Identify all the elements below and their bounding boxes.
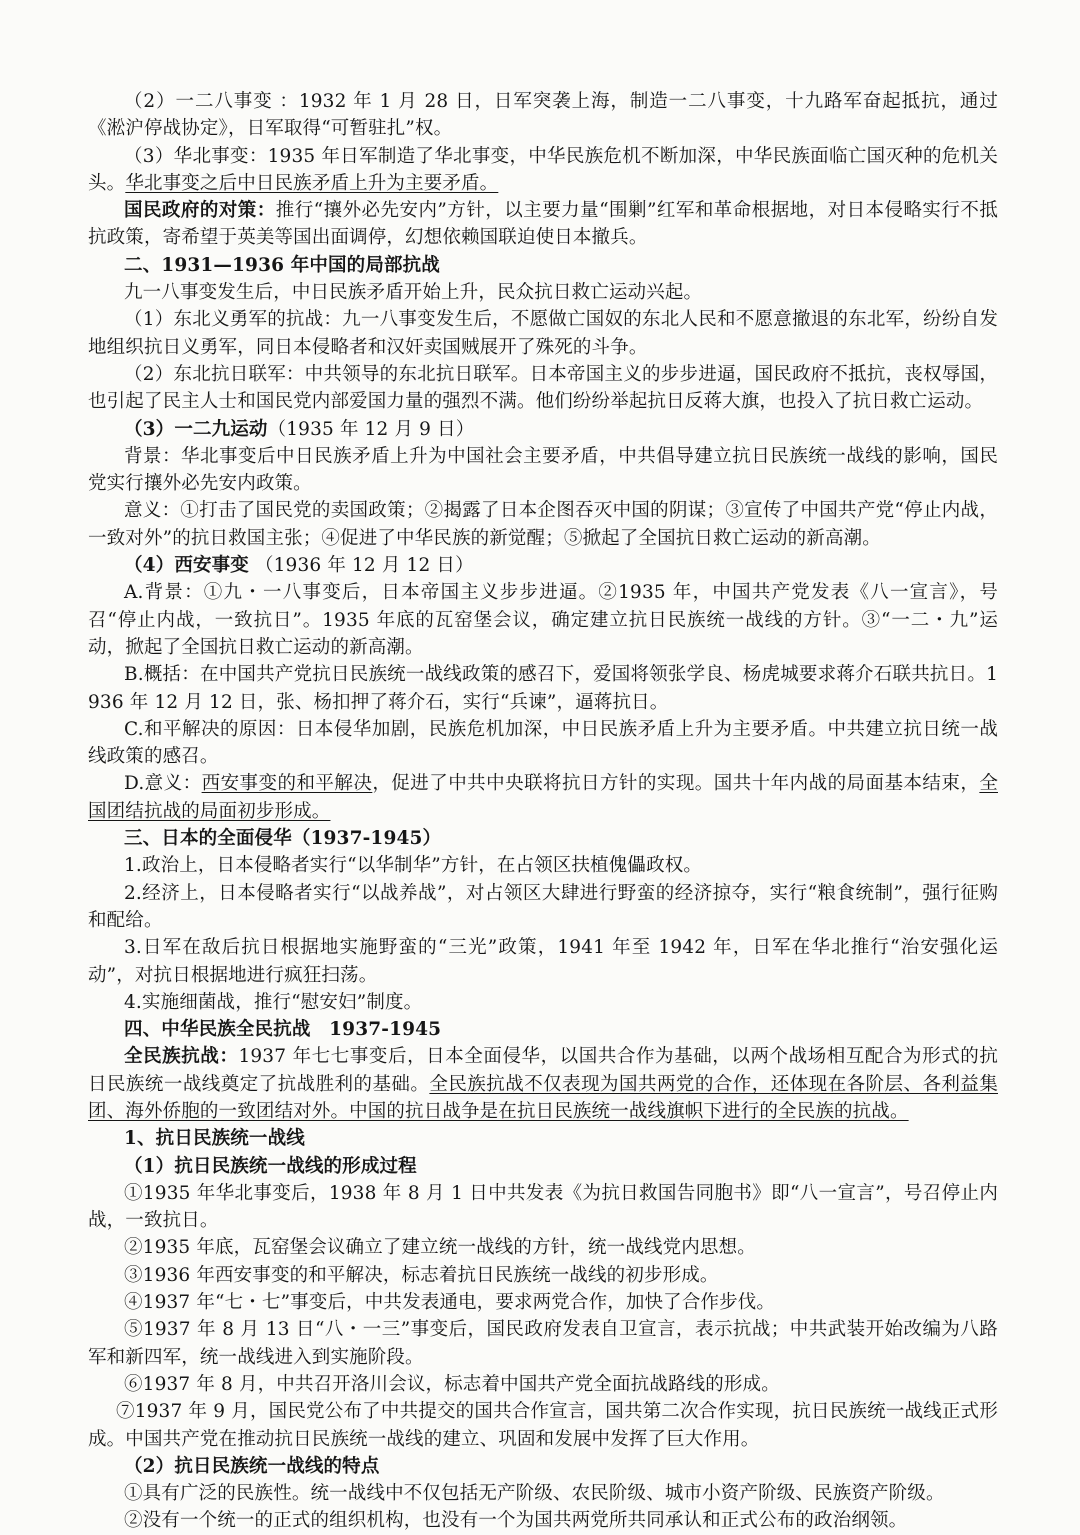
formation-item-5: ⑤1937 年 8 月 13 日“八・一三”事变后，国民政府发表自卫宣言，表示抗战；中共武装开始改编为八路军和新四军，统一战线进入到实施阶段。	[88, 1319, 998, 1368]
section-heading-2: 二、1931—1936 年中国的局部抗战	[124, 254, 440, 276]
document-body	[88, 88, 998, 1535]
paragraph-significance: 意义：①打击了国民党的卖国政策；②揭露了日本企图吞灭中国的阴谋；③宣传了中国共产党“停止内战，一致对外”的抗日救国主张；④促进了中华民族的新觉醒；⑤掀起了全国抗日救亡运动的新高潮。	[88, 500, 998, 549]
paragraph-xian-a: A.背景：①九・一八事变后，日本帝国主义步步进逼。②1935 年，中国共产党发表《八一宣言》，号召“停止内战，一致抗日”。1935 年底的瓦窑堡会议，确定建立抗日民族统一战线的方针。③“一二・九”运动，掀起了全国抗日救亡运动的新高潮。	[88, 582, 998, 658]
feature-item-2: ②没有一个统一的正式的组织机构，也没有一个为国共两党所共同承认和正式公布的政治纲领。	[124, 1510, 908, 1532]
underlined-note: 华北事变之后中日民族矛盾上升为主要矛盾。	[125, 172, 499, 194]
formation-item-2: ②1935 年底，瓦窑堡会议确立了建立统一战线的方针，统一战线党内思想。	[124, 1237, 756, 1259]
paragraph-item-4: 4.实施细菌战，推行“慰安妇”制度。	[124, 991, 423, 1013]
formation-item-7: ⑦1937 年 9 月，国民党公布了中共提交的国共合作宣言，国共第二次合作实现，抗日民族统一战线正式形成。中国共产党在推动抗日民族统一战线的建立、巩固和发展中发挥了巨大作用。	[88, 1401, 998, 1450]
paragraph-item-3: 3.日军在敌后抗日根据地实施野蛮的“三光”政策，1941 年至 1942 年，日军在华北推行“治安强化运动”，对抗日根据地进行疯狂扫荡。	[88, 937, 998, 986]
subheading-features: （2）抗日民族统一战线的特点	[124, 1455, 380, 1477]
paragraph-nationwide-war: 全民族抗战：1937 年七七事变后，日本全面侵华，以国共合作为基础，以两个战场相互配合为形式的抗日民族统一战线奠定了抗战胜利的基础。全民族抗战不仅表现为国共两党的合作，还体现在各阶层、各利益集团、海外侨胞的一致团结对外。中国的抗日战争是在抗日民族统一战线旗帜下进行的全民族的抗战。	[88, 1046, 999, 1122]
paragraph-volunteer-army: （1）东北义勇军的抗战：九一八事变发生后，不愿做亡国奴的东北人民和不愿意撤退的东北军，纷纷自发地组织抗日义勇军，同日本侵略者和汉奸卖国贼展开了殊死的斗争。	[88, 309, 998, 358]
paragraph-xian-b: B.概括：在中国共产党抗日民族统一战线政策的感召下，爱国将领张学良、杨虎城要求蒋介石联共抗日。1936 年 12 月 12 日，张、杨扣押了蒋介石，实行“兵谏”，逼蒋抗日。	[88, 664, 998, 713]
formation-item-4: ④1937 年“七・七”事变后，中共发表通电，要求两党合作，加快了合作步伐。	[124, 1292, 776, 1314]
paragraph-item-1: 1.政治上，日本侵略者实行“以华制华”方针，在占领区扶植傀儡政权。	[124, 855, 703, 877]
paragraph-xian-c: C.和平解决的原因：日本侵华加剧，民族危机加深，中日民族矛盾上升为主要矛盾。中共建立抗日统一战线政策的感召。	[88, 718, 998, 768]
formation-item-6: ⑥1937 年 8 月，中共召开洛川会议，标志着中国共产党全面抗战路线的形成。	[124, 1373, 780, 1395]
section-heading-4: 四、中华民族全民抗战 1937-1945	[124, 1019, 442, 1041]
section-heading-3: 三、日本的全面侵华（1937-1945）	[124, 828, 442, 850]
paragraph-background: 背景：华北事变后中日民族矛盾上升为中国社会主要矛盾，中共倡导建立抗日民族统一战线的影响，国民党实行攘外必先安内政策。	[88, 445, 998, 495]
formation-item-3: ③1936 年西安事变的和平解决，标志着抗日民族统一战线的初步形成。	[124, 1264, 719, 1286]
paragraph-128-incident: （2）一二八事变 ：1932 年 1 月 28 日，日军突袭上海，制造一二八事变，十九路军奋起抵抗，通过《淞沪停战协定》，日军取得“可暂驻扎”权。	[88, 91, 998, 140]
bold-term: 国民政府的对策：	[124, 200, 276, 222]
subheading-129-movement: （3）一二九运动（1935 年 12 月 9 日）	[124, 418, 475, 440]
subheading-formation: （1）抗日民族统一战线的形成过程	[124, 1155, 417, 1177]
paragraph-item-2: 2.经济上，日本侵略者实行“以战养战”，对占领区大肆进行野蛮的经济掠夺，实行“粮食统制”，强行征购和配给。	[88, 882, 998, 931]
paragraph-north-china-incident: （3）华北事变：1935 年日军制造了华北事变，中华民族危机不断加深，中华民族面临亡国灭种的危机关头。华北事变之后中日民族矛盾上升为主要矛盾。	[88, 145, 998, 194]
formation-item-1: ①1935 年华北事变后，1938 年 8 月 1 日中共发表《为抗日救国告同胞书》即“八一宣言”，号召停止内战，一致抗日。	[88, 1182, 998, 1232]
paragraph-xian-d: D.意义：西安事变的和平解决，促进了中共中央联将抗日方针的实现。国共十年内战的局面基本结束，全国团结抗战的局面初步形成。	[88, 773, 998, 822]
subheading-united-front: 1、抗日民族统一战线	[124, 1128, 305, 1150]
paragraph-kmt-policy: 国民政府的对策：推行“攘外必先安内”方针，以主要力量“围剿”红军和革命根据地，对日本侵略实行不抵抗政策，寄希望于英美等国出面调停，幻想依赖国联迫使日本撤兵。	[88, 200, 998, 249]
paragraph-intro: 九一八事变发生后，中日民族矛盾开始上升，民众抗日救亡运动兴起。	[124, 282, 703, 304]
feature-item-1: ①具有广泛的民族性。统一战线中不仅包括无产阶级、农民阶级、城市小资产阶级、民族资产阶级。	[124, 1483, 945, 1505]
paragraph-anti-japanese-army: （2）东北抗日联军：中共领导的东北抗日联军。日本帝国主义的步步进逼，国民政府不抵抗，丧权辱国，也引起了民主人士和国民党内部爱国力量的强烈不满。他们纷纷举起抗日反蒋大旗，也投入了抗日救亡运动。	[88, 363, 998, 413]
subheading-xian-incident: （4）西安事变 （1936 年 12 月 12 日）	[124, 555, 474, 577]
